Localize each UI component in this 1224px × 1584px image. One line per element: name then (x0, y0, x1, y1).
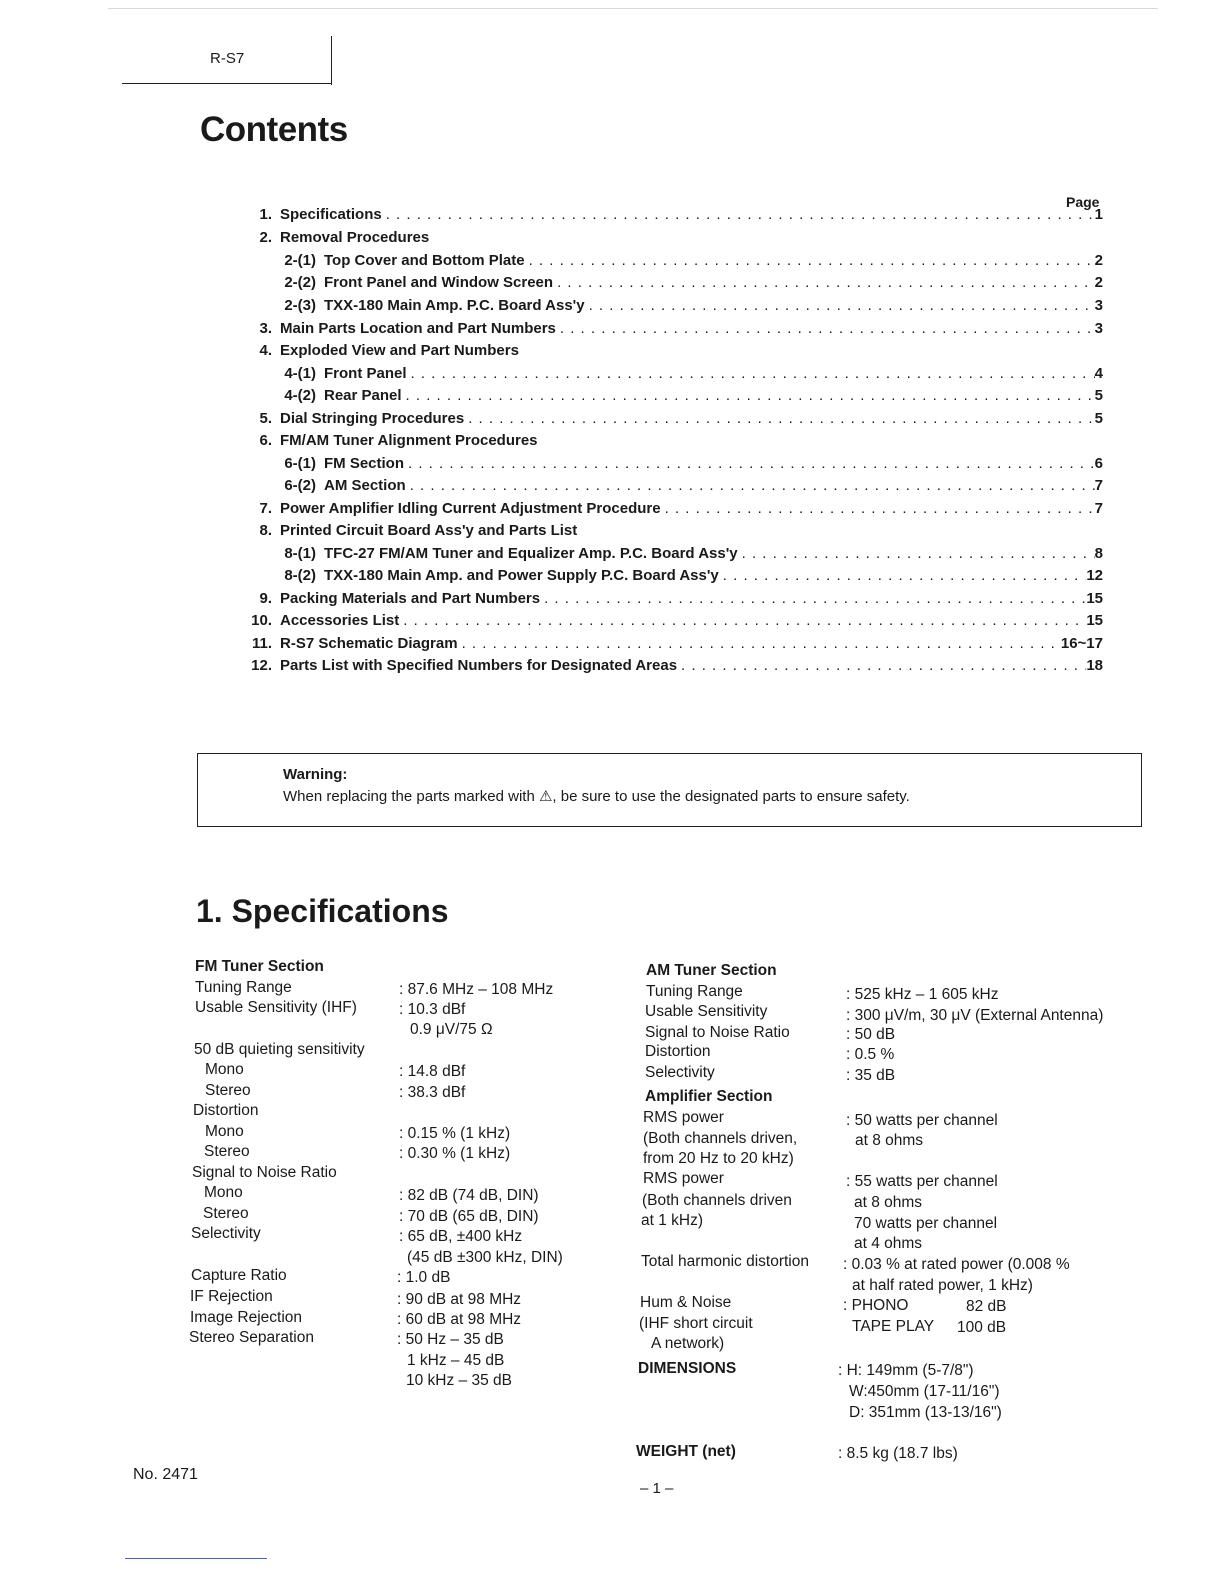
fm-d-mono-value: : 0.15 % (1 kHz) (399, 1125, 511, 1142)
am-tuning-value: : 525 kHz – 1 605 kHz (846, 986, 999, 1003)
amp-rms2-value: : 55 watts per channel (846, 1173, 998, 1190)
amp-rms1-value: : 50 watts per channel (846, 1112, 998, 1129)
toc-item-number: 1. (259, 206, 272, 223)
am-selectivity-value: : 35 dB (846, 1067, 896, 1084)
dimensions-label: DIMENSIONS (638, 1360, 737, 1377)
fm-d-stereo-value: : 0.30 % (1 kHz) (399, 1145, 511, 1162)
header-divider-vertical (331, 36, 332, 85)
fm-if-value: : 90 dB at 98 MHz (397, 1291, 522, 1308)
toc-item-number: 8-(2) (284, 567, 316, 584)
page-number: – 1 – (640, 1480, 674, 1497)
toc-item-number: 2-(3) (284, 297, 316, 314)
fm-usable-value-2: 0.9 μV/75 Ω (410, 1021, 493, 1038)
fm-sep-label: Stereo Separation (189, 1329, 314, 1346)
toc-item-title: Specifications (280, 206, 382, 223)
dimensions-depth: D: 351mm (13-13/16") (849, 1404, 1002, 1421)
fm-heading: FM Tuner Section (195, 958, 324, 975)
document-number: No. 2471 (133, 1466, 198, 1483)
toc-item (236, 432, 1103, 454)
toc-item-number: 4. (259, 342, 272, 359)
toc-leader-dots (402, 387, 1095, 404)
toc-leader-dots (382, 206, 1095, 223)
toc-item (236, 612, 1103, 634)
toc-item-title: FM/AM Tuner Alignment Procedures (280, 432, 538, 449)
toc-leader-dots (719, 567, 1087, 584)
warning-text: When replacing the parts marked with ⚠, be sure to use the designated parts to ensure safety. (283, 788, 910, 805)
fm-usable-value: : 10.3 dBf (399, 1001, 466, 1018)
amp-rms2-value-2: at 8 ohms (854, 1194, 923, 1211)
fm-d-stereo-label: Stereo (204, 1143, 250, 1160)
toc-item (276, 567, 1103, 589)
amp-rms2-label-2: (Both channels driven (642, 1192, 792, 1209)
header-divider-horizontal (122, 83, 332, 84)
amp-heading: Amplifier Section (645, 1088, 773, 1105)
amp-rms2-value-4: at 4 ohms (854, 1235, 923, 1252)
amp-rms1-label: RMS power (643, 1109, 724, 1126)
amp-hum-value: : PHONO (843, 1297, 909, 1314)
fm-snr-label: Signal to Noise Ratio (192, 1164, 337, 1181)
toc-item-title: Power Amplifier Idling Current Adjustment Procedure (280, 500, 661, 517)
toc-item-page: 7 (1094, 500, 1103, 517)
toc-item-number: 4-(2) (284, 387, 316, 404)
toc-item-title: Accessories List (280, 612, 400, 629)
specifications-title: 1. Specifications (196, 893, 449, 929)
toc-item-number: 2-(2) (284, 274, 316, 291)
toc-item-page: 6 (1094, 455, 1103, 472)
fm-image-value: : 60 dB at 98 MHz (397, 1311, 522, 1328)
fm-usable-label: Usable Sensitivity (IHF) (195, 999, 357, 1016)
amp-rms1-label-3: from 20 Hz to 20 kHz) (643, 1150, 794, 1167)
fm-q-mono-value: : 14.8 dBf (399, 1063, 466, 1080)
toc-item-title: Packing Materials and Part Numbers (280, 590, 541, 607)
contents-title: Contents (200, 110, 348, 149)
warning-title: Warning: (283, 766, 348, 783)
amp-thd-value: : 0.03 % at rated power (0.008 % (843, 1256, 1070, 1273)
toc-item-title: TFC-27 FM/AM Tuner and Equalizer Amp. P.C. Board Ass'y (324, 545, 738, 562)
toc-item-page: 1 (1094, 206, 1103, 223)
toc-item-number: 5. (259, 410, 272, 427)
fm-s-stereo-label: Stereo (203, 1205, 249, 1222)
toc-leader-dots (677, 657, 1086, 674)
amp-thd-value-2: at half rated power, 1 kHz) (852, 1277, 1033, 1294)
page-column-label: Page (1066, 194, 1100, 210)
fm-selectivity-label: Selectivity (191, 1225, 261, 1242)
am-tuning-label: Tuning Range (646, 983, 743, 1000)
fm-sep-value: : 50 Hz – 35 dB (397, 1331, 504, 1348)
amp-rms2-label-3: at 1 kHz) (641, 1212, 704, 1229)
toc-item-number: 6-(2) (284, 477, 316, 494)
toc-item (236, 342, 1103, 364)
toc-leader-dots (525, 252, 1095, 269)
fm-capture-label: Capture Ratio (191, 1267, 287, 1284)
amp-hum-tape-value: 100 dB (957, 1319, 1007, 1336)
toc-item (276, 545, 1103, 567)
amp-hum-label-2: (IHF short circuit (639, 1315, 753, 1332)
amp-hum-label-3: A network) (651, 1335, 725, 1352)
toc-item-page: 4 (1094, 365, 1103, 382)
fm-distortion-label: Distortion (193, 1102, 259, 1119)
fm-capture-value: : 1.0 dB (397, 1269, 451, 1286)
am-distortion-value: : 0.5 % (846, 1046, 895, 1063)
toc-item-page: 2 (1094, 252, 1103, 269)
toc-item (276, 297, 1103, 319)
amp-rms1-label-2: (Both channels driven, (643, 1130, 798, 1147)
toc-item-title: Removal Procedures (280, 229, 430, 246)
toc-leader-dots (553, 274, 1095, 291)
toc-item-title: FM Section (324, 455, 405, 472)
toc-leader-dots (406, 477, 1095, 494)
toc-leader-dots (458, 635, 1061, 652)
toc-item-title: R-S7 Schematic Diagram (280, 635, 458, 652)
amp-rms1-value-2: at 8 ohms (855, 1132, 924, 1149)
fm-d-mono-label: Mono (205, 1123, 244, 1140)
toc-item (236, 229, 1103, 251)
am-usable-label: Usable Sensitivity (645, 1003, 768, 1020)
toc-item-title: Parts List with Specified Numbers for Designated Areas (280, 657, 678, 674)
toc-item-number: 9. (259, 590, 272, 607)
toc-item (276, 455, 1103, 477)
toc-item-number: 8-(1) (284, 545, 316, 562)
amp-rms2-value-3: 70 watts per channel (854, 1215, 998, 1232)
toc-item-title: Front Panel (324, 365, 407, 382)
toc-item-title: Main Parts Location and Part Numbers (280, 320, 556, 337)
model-label: R-S7 (210, 50, 245, 67)
dimensions-height: : H: 149mm (5-7/8") (838, 1362, 974, 1379)
toc-item (276, 274, 1103, 296)
amp-hum-phono-value: 82 dB (966, 1298, 1007, 1315)
fm-selectivity-value: : 65 dB, ±400 kHz (399, 1228, 523, 1245)
toc-item-number: 12. (251, 657, 272, 674)
am-snr-value: : 50 dB (846, 1026, 896, 1043)
top-rule (108, 8, 1158, 9)
fm-quieting-label: 50 dB quieting sensitivity (194, 1041, 365, 1058)
toc-item-page: 3 (1094, 297, 1103, 314)
am-snr-label: Signal to Noise Ratio (645, 1024, 790, 1041)
toc-leader-dots (404, 455, 1095, 472)
toc-item-page: 5 (1094, 387, 1103, 404)
toc-leader-dots (585, 297, 1095, 314)
toc-leader-dots (556, 320, 1095, 337)
toc-item-page: 5 (1094, 410, 1103, 427)
toc-item-title: Rear Panel (324, 387, 402, 404)
toc-item (236, 500, 1103, 522)
am-selectivity-label: Selectivity (645, 1064, 715, 1081)
toc-item-number: 2-(1) (284, 252, 316, 269)
toc-item-page: 16~17 (1060, 635, 1103, 652)
dimensions-width: W:450mm (17-11/16") (849, 1383, 1000, 1400)
fm-sep-value-3: 10 kHz – 35 dB (406, 1372, 512, 1389)
toc-item-page: 15 (1086, 590, 1103, 607)
fm-q-mono-label: Mono (205, 1061, 244, 1078)
toc-item-page: 8 (1094, 545, 1103, 562)
toc-item (236, 590, 1103, 612)
fm-s-mono-value: : 82 dB (74 dB, DIN) (399, 1187, 539, 1204)
toc-item-title: TXX-180 Main Amp. and Power Supply P.C. Board Ass'y (324, 567, 719, 584)
fm-image-label: Image Rejection (190, 1309, 303, 1326)
toc-item (236, 522, 1103, 544)
toc-leader-dots (661, 500, 1095, 517)
toc-item-number: 3. (259, 320, 272, 337)
fm-tuning-value: : 87.6 MHz – 108 MHz (399, 981, 554, 998)
toc-item-title: Front Panel and Window Screen (324, 274, 554, 291)
toc-item-page: 15 (1086, 612, 1103, 629)
toc-item-page: 3 (1094, 320, 1103, 337)
fm-sep-value-2: 1 kHz – 45 dB (407, 1352, 505, 1369)
am-distortion-label: Distortion (645, 1043, 711, 1060)
fm-s-mono-label: Mono (204, 1184, 243, 1201)
toc-item (276, 252, 1103, 274)
warning-box (197, 753, 1142, 827)
toc-item-number: 10. (251, 612, 272, 629)
toc-item-title: AM Section (324, 477, 406, 494)
amp-rms2-label: RMS power (643, 1170, 724, 1187)
toc-item (276, 477, 1103, 499)
toc-leader-dots (540, 590, 1086, 607)
toc-item (236, 206, 1103, 228)
toc-item-title: Top Cover and Bottom Plate (324, 252, 525, 269)
toc-item-number: 8. (259, 522, 272, 539)
toc-item (276, 365, 1103, 387)
toc-item (236, 657, 1103, 679)
toc-item (236, 635, 1103, 657)
fm-s-stereo-value: : 70 dB (65 dB, DIN) (399, 1208, 539, 1225)
fm-if-label: IF Rejection (190, 1288, 273, 1305)
toc-item-number: 6-(1) (284, 455, 316, 472)
fm-tuning-label: Tuning Range (195, 979, 292, 996)
toc-leader-dots (399, 612, 1086, 629)
toc-item (236, 410, 1103, 432)
toc-item-number: 4-(1) (284, 365, 316, 382)
toc-item-title: Dial Stringing Procedures (280, 410, 465, 427)
toc-leader-dots (464, 410, 1094, 427)
fm-q-stereo-label: Stereo (205, 1082, 251, 1099)
fm-selectivity-value-2: (45 dB ±300 kHz, DIN) (407, 1249, 563, 1266)
weight-value: : 8.5 kg (18.7 lbs) (838, 1445, 958, 1462)
toc-item-title: Exploded View and Part Numbers (280, 342, 519, 359)
toc-item-title: TXX-180 Main Amp. P.C. Board Ass'y (324, 297, 585, 314)
toc-item-number: 2. (259, 229, 272, 246)
toc-item-title: Printed Circuit Board Ass'y and Parts List (280, 522, 578, 539)
toc-item-page: 2 (1094, 274, 1103, 291)
am-usable-value: : 300 μV/m, 30 μV (External Antenna) (846, 1007, 1104, 1024)
toc-item-page: 12 (1086, 567, 1103, 584)
toc-item-number: 6. (259, 432, 272, 449)
toc-item (236, 320, 1103, 342)
toc-item-page: 7 (1094, 477, 1103, 494)
toc-item-page: 18 (1086, 657, 1103, 674)
bottom-link-rule (125, 1558, 267, 1559)
toc-item-number: 11. (251, 635, 272, 652)
amp-thd-label: Total harmonic distortion (641, 1253, 809, 1270)
toc-item-number: 7. (259, 500, 272, 517)
amp-hum-label: Hum & Noise (640, 1294, 732, 1311)
toc-leader-dots (738, 545, 1095, 562)
amp-hum-value-2: TAPE PLAY (852, 1318, 935, 1335)
weight-label: WEIGHT (net) (636, 1443, 736, 1460)
toc-leader-dots (407, 365, 1095, 382)
toc-item (276, 387, 1103, 409)
fm-q-stereo-value: : 38.3 dBf (399, 1084, 466, 1101)
am-heading: AM Tuner Section (646, 962, 777, 979)
